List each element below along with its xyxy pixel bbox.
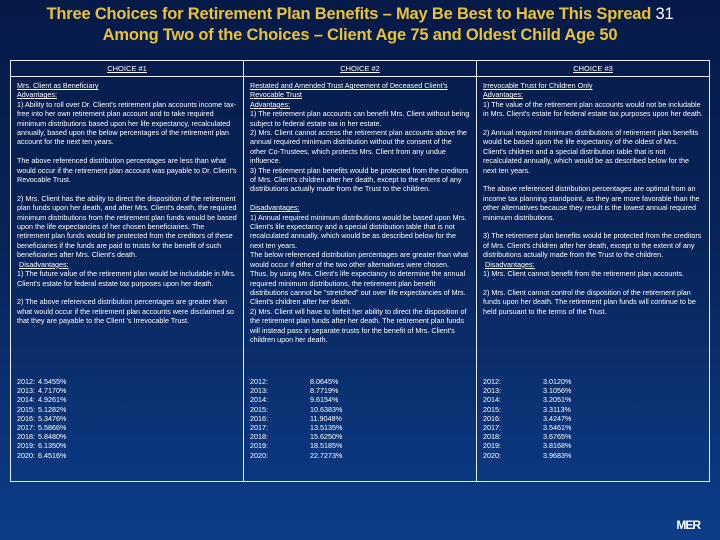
rate-row [17, 414, 227, 423]
content-row [11, 77, 710, 482]
rate-row [483, 405, 693, 414]
choice-3-header: CHOICE #3 [477, 61, 710, 77]
rate-row [250, 441, 460, 450]
rate-row [250, 414, 460, 423]
rate-year: 2016: [17, 413, 35, 423]
rate-row [250, 432, 460, 441]
rate-year: 2012: [483, 377, 501, 386]
rate-year: 2019: [250, 441, 268, 451]
choice-name: Restated and Amended Trust Agreement of Deceased Client's Revocable Trust [250, 81, 448, 100]
disadvantage-text: 2) Mrs. Client cannot control the disposition of the retirement plan funds upon her death. The retirement plan funds will continue to be held pursuant to the terms of the Trust. [483, 287, 696, 316]
rate-value: 3.2051% [543, 395, 572, 405]
choice-1-cell [11, 77, 244, 482]
rate-row [17, 405, 227, 414]
choice-1-header: CHOICE #1 [11, 61, 244, 77]
rate-row [250, 395, 460, 404]
advantages-label: Advantages: [483, 90, 523, 100]
rate-year: 2015: [483, 404, 501, 414]
advantage-text: The above referenced distribution percentages are less than what would occur if the retirement plan account was payable to Dr. Client's Revocable Trust. [17, 156, 237, 185]
rate-year: 2019: [17, 441, 35, 451]
rate-row [17, 432, 227, 441]
rate-year: 2015: [17, 404, 35, 414]
rate-value: 9.6154% [310, 395, 339, 405]
rate-value: 3.5461% [543, 423, 572, 433]
rate-year: 2020: [483, 450, 501, 460]
page-number: 31 [655, 5, 674, 23]
rate-value: 3.8168% [543, 441, 572, 451]
disadvantage-text: 1) Mrs. Client cannot benefit from the retirement plan accounts. [483, 269, 684, 279]
rate-value: 5.3476% [38, 413, 67, 423]
choice-2-cell [244, 77, 477, 482]
advantage-text: 1) The value of the retirement plan accounts would not be includable in Mrs. Client's estate for federal estate tax purposes upon her death. [483, 99, 703, 119]
rate-year: 2015: [250, 404, 268, 414]
rate-row [17, 441, 227, 450]
rate-year: 2013: [17, 386, 35, 396]
rate-value: 15.6250% [310, 432, 343, 442]
rate-value: 3.1056% [543, 386, 572, 396]
disadvantage-text: 2) The above referenced distribution percentages are greater than what would occur if the retirement plan accounts were disclaimed so that they are payable to the Client 's Irrevocable Trust. [17, 297, 234, 326]
rate-year: 2013: [483, 386, 501, 396]
rate-year: 2018: [250, 432, 268, 442]
advantage-text: 1) Ability to roll over Dr. Client's retirement plan accounts income tax-free into her own retirement plan account and to take required minimum distributions based upon her life expectancy, recalculated annually, based upon the below percentages of the retirement plan account for the next ten years. [17, 99, 237, 147]
rate-year: 2014: [250, 395, 268, 405]
advantage-text: The above referenced distribution percentages are optimal from an income tax planning standpoint, as they are more favorable than the other alternatives because they result is the lowest annual required minimum distributions. [483, 184, 700, 222]
rate-year: 2014: [17, 395, 35, 405]
rate-row [17, 395, 227, 404]
rate-year: 2017: [250, 423, 268, 433]
disadvantage-text: Thus, by using Mrs. Client's life expectancy to determine the annual required minimum distributions, the retirement plan benefit distributions cannot be "stretched" out over life expectancies of Mrs. Client's children after her death. [250, 269, 466, 307]
rate-row [483, 423, 693, 432]
rate-value: 4.5455% [38, 377, 67, 386]
disadvantages-label: Disadvantages: [19, 259, 69, 269]
advantages-label: Advantages: [250, 99, 290, 109]
rates-list [483, 377, 693, 460]
advantage-text: 3) The retirement plan benefits would be protected from the creditors of Mrs. Client's children after her death, except to the extent of any distributions actually made from the Trust to the children. [483, 231, 702, 260]
rate-year: 2014: [483, 395, 501, 405]
choice-name: Irrevocable Trust for Children Only [483, 81, 593, 90]
rate-value: 4.9261% [38, 395, 67, 405]
rate-value: 8.0645% [310, 377, 339, 386]
rates-list [17, 377, 227, 460]
title-line-1: Three Choices for Retirement Plan Benefits – May Be Best to Have This Spread [46, 5, 652, 23]
rate-row [483, 395, 693, 404]
rate-year: 2012: [250, 377, 268, 386]
rate-row [483, 386, 693, 395]
rate-year: 2017: [483, 423, 501, 433]
rate-value: 13.5135% [310, 423, 343, 433]
rate-year: 2016: [483, 413, 501, 423]
rate-value: 22.7273% [310, 450, 343, 460]
advantage-text: 2) Mrs. Client has the ability to direct the disposition of the retirement plan funds upon her death, and after Mrs. Client's death, the required minimum distributions from the retirement plan funds would be based upon the life expectancies of her chosen beneficiaries. The retirement plan funds would be protected from the creditors of these beneficiaries if the funds are paid to trusts for the benefit of such beneficiaries after Mrs. Client's death. [17, 193, 237, 260]
company-logo: MER [676, 518, 700, 532]
choices-table [10, 60, 710, 482]
rate-year: 2019: [483, 441, 501, 451]
rate-row [250, 451, 460, 460]
rate-value: 5.8480% [38, 432, 67, 442]
rate-value: 18.5185% [310, 441, 343, 451]
rate-row [483, 377, 693, 386]
advantage-text: 1) The retirement plan accounts can benefit Mrs. Client without being subject to federal estate tax in her estate. [250, 109, 470, 128]
disadvantages-label: Disadvantages: [485, 259, 535, 269]
rate-value: 10.6383% [310, 404, 343, 414]
rate-row [483, 441, 693, 450]
rate-value: 6.1350% [38, 441, 67, 451]
header-row [11, 61, 710, 77]
slide-title [0, 4, 720, 46]
rate-value: 5.5866% [38, 423, 67, 433]
rate-year: 2018: [17, 432, 35, 442]
rate-row [483, 414, 693, 423]
rate-row [17, 451, 227, 460]
rate-value: 3.6765% [543, 432, 572, 442]
advantages-label: Advantages: [17, 90, 57, 100]
rate-year: 2020: [250, 450, 268, 460]
rate-row [17, 377, 227, 386]
title-line-2: Among Two of the Choices – Client Age 75 and Oldest Child Age 50 [102, 26, 618, 44]
disadvantage-text: The below referenced distribution percentages are greater than what would occur if either of the two other alternatives were chosen. [250, 250, 469, 269]
rate-value: 3.4247% [543, 413, 572, 423]
rate-row [250, 377, 460, 386]
disadvantage-text: 1) Annual required minimum distributions would be based upon Mrs. Client's life expectancy and a special distribution table that is not recalculated annually, which would be as described below for the next ten years. [250, 212, 467, 250]
disadvantage-text: 2) Mrs. Client will have to forfeit her ability to direct the disposition of the retirement plan funds after her death. The retirement plan funds will instead pass in separate trusts for the benefit of Mrs. Client's children upon her death. [250, 306, 467, 344]
rate-year: 2013: [250, 386, 268, 396]
advantage-text: 2) Mrs. Client cannot access the retirement plan accounts above the annual required minimum distribution without the consent of the other Co-Trustees, which protects Mrs. Client from any undue influence. [250, 128, 467, 166]
rate-value: 11.9048% [310, 413, 342, 423]
advantage-text: 3) The retirement plan benefits would be protected from the creditors of Mrs. Client's children after her death, except to the extent of any distributions actually made from the Trust to the children. [250, 165, 469, 194]
rate-row [250, 423, 460, 432]
advantage-text: 2) Annual required minimum distributions of retirement plan benefits would be based upon the life expectancy of the oldest of Mrs. Client's children and a special distribution table that is not recalculated annually, which would be as described below for the next ten years. [483, 128, 699, 175]
rate-year: 2012: [17, 377, 35, 386]
rate-year: 2017: [17, 423, 35, 433]
rate-year: 2018: [483, 432, 501, 442]
disadvantages-label: Disadvantages: [250, 203, 300, 213]
choice-name: Mrs. Client as Beneficiary [17, 81, 99, 90]
choice-3-cell [477, 77, 710, 482]
rate-year: 2020: [17, 450, 35, 460]
rate-row [483, 432, 693, 441]
rate-value: 3.9683% [543, 450, 572, 460]
rate-row [250, 405, 460, 414]
rate-value: 8.7719% [310, 386, 339, 396]
rate-row [250, 386, 460, 395]
rate-row [483, 451, 693, 460]
rates-list [250, 377, 460, 460]
rate-row [17, 423, 227, 432]
rate-value: 4.7170% [38, 386, 67, 396]
choice-2-header: CHOICE #2 [244, 61, 477, 77]
rate-value: 5.1282% [38, 404, 67, 414]
rate-value: 6.4516% [38, 450, 67, 460]
disadvantage-text: 1) The future value of the retirement plan would be includable in Mrs. Client's estate for federal estate tax purposes upon her death. [17, 269, 236, 288]
rate-value: 3.0120% [543, 377, 572, 386]
rate-year: 2016: [250, 413, 268, 423]
rate-value: 3.3113% [543, 404, 571, 414]
rate-row [17, 386, 227, 395]
